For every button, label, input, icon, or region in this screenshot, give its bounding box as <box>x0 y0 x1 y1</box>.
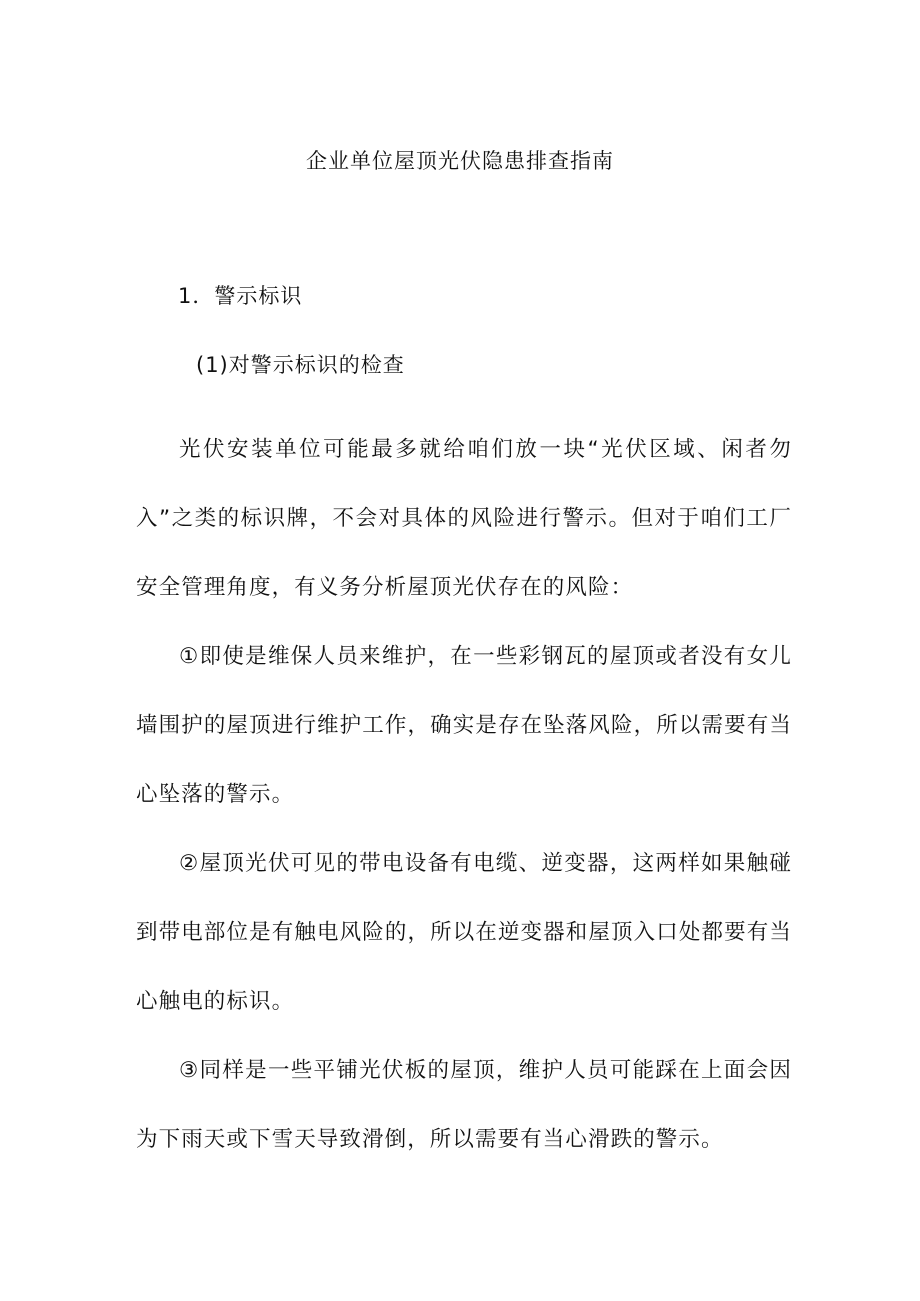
paragraph-fall-risk: ①即使是维保人员来维护，在一些彩钢瓦的屋顶或者没有女儿墙围护的屋顶进行维护工作，确实是存在坠落风险，所以需要有当心坠落的警示。 <box>136 644 792 807</box>
subsection-heading: (1)对警示标识的检查 <box>196 353 405 377</box>
paragraph-slip-risk: ③同样是一些平铺光伏板的屋顶，维护人员可能踩在上面会因为下雨天或下雪天导致滑倒，所以需要有当心滑跌的警示。 <box>136 1058 792 1152</box>
paragraph-intro: 光伏安装单位可能最多就给咱们放一块“光伏区域、闲者勿入”之类的标识牌，不会对具体的风险进行警示。但对于咱们工厂安全管理角度，有义务分析屋顶光伏存在的风险： <box>136 437 792 600</box>
document-title: 企业单位屋顶光伏隐患排查指南 <box>306 149 614 173</box>
paragraph-electric-risk: ②屋顶光伏可见的带电设备有电缆、逆变器，这两样如果触碰到带电部位是有触电风险的，所以在逆变器和屋顶入口处都要有当心触电的标识。 <box>136 851 792 1014</box>
section-heading: 1．警示标识 <box>178 284 303 308</box>
